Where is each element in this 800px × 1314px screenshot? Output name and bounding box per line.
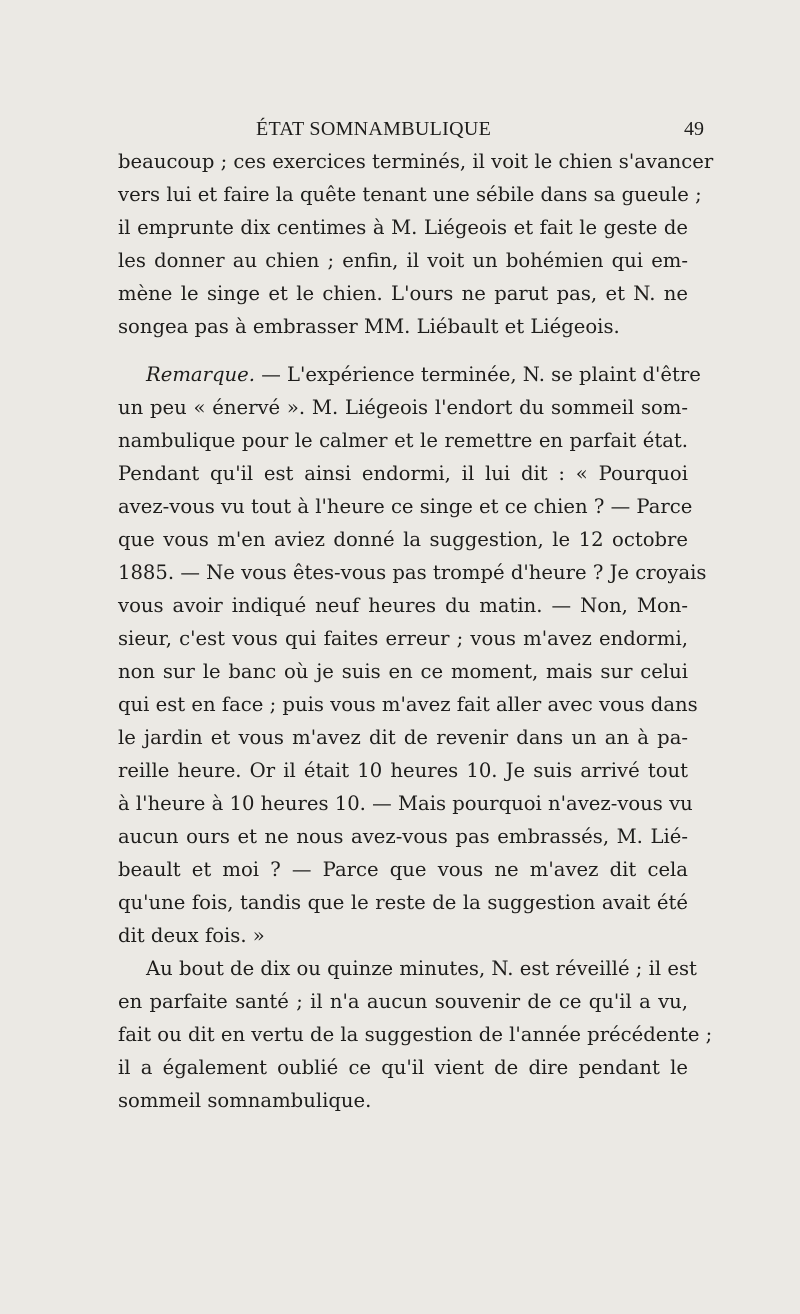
text-line: le jardin et vous m'avez dit de revenir dans un an à pa- <box>118 726 688 749</box>
text-line: nambulique pour le calmer et le remettre en parfait état. <box>118 429 688 452</box>
text-line: qu'une fois, tandis que le reste de la suggestion avait été <box>118 891 688 914</box>
text-line: en parfaite santé ; il n'a aucun souvenir de ce qu'il a vu, <box>118 990 688 1013</box>
text-line: vous avoir indiqué neuf heures du matin. — Non, Mon- <box>118 594 688 617</box>
text-line: il a également oublié ce qu'il vient de dire pendant le <box>118 1056 688 1079</box>
text-line: les donner au chien ; enfin, il voit un bohémien qui em- <box>118 249 688 272</box>
text-line: Pendant qu'il est ainsi endormi, il lui dit : « Pourquoi <box>118 462 688 485</box>
remark-label: Remarque. <box>146 363 255 386</box>
text-line: avez-vous vu tout à l'heure ce singe et ce chien ? — Parce <box>118 495 693 518</box>
remark-text: — L'expérience terminée, N. se plaint d'être <box>261 363 701 386</box>
text-line: Au bout de dix ou quinze minutes, N. est réveillé ; il est <box>146 957 697 980</box>
text-line: il emprunte dix centimes à M. Liégeois et fait le geste de <box>118 216 688 239</box>
text-line: aucun ours et ne nous avez-vous pas embrassés, M. Lié- <box>118 825 688 848</box>
text-line: mène le singe et le chien. L'ours ne parut pas, et N. ne <box>118 282 688 305</box>
text-line: sommeil somnambulique. <box>118 1089 372 1112</box>
text-line: non sur le banc où je suis en ce moment, mais sur celui <box>118 660 688 683</box>
text-line: 1885. — Ne vous êtes-vous pas trompé d'heure ? Je croyais <box>118 561 707 584</box>
text-line: fait ou dit en vertu de la suggestion de l'année précédente ; <box>118 1023 713 1046</box>
text-line: sieur, c'est vous qui faites erreur ; vous m'avez endormi, <box>118 627 688 650</box>
text-line: à l'heure à 10 heures 10. — Mais pourquoi n'avez-vous vu <box>118 792 693 815</box>
text-line: dit deux fois. » <box>118 924 265 947</box>
text-line: songea pas à embrasser MM. Liébault et Liégeois. <box>118 315 620 338</box>
text-line: beaucoup ; ces exercices terminés, il voit le chien s'avancer <box>118 150 714 173</box>
text-line: que vous m'en aviez donné la suggestion, le 12 octobre <box>118 528 688 551</box>
running-title: ÉTAT SOMNAMBULIQUE <box>256 118 492 140</box>
remark-line <box>146 359 701 391</box>
text-line: qui est en face ; puis vous m'avez fait aller avec vous dans <box>118 693 698 716</box>
text-line: un peu « énervé ». M. Liégeois l'endort du sommeil som- <box>118 396 688 419</box>
text-line: reille heure. Or il était 10 heures 10. Je suis arrivé tout <box>118 759 688 782</box>
page-number: 49 <box>684 118 704 140</box>
text-line: vers lui et faire la quête tenant une sébile dans sa gueule ; <box>118 183 702 206</box>
text-line: beault et moi ? — Parce que vous ne m'avez dit cela <box>118 858 688 881</box>
